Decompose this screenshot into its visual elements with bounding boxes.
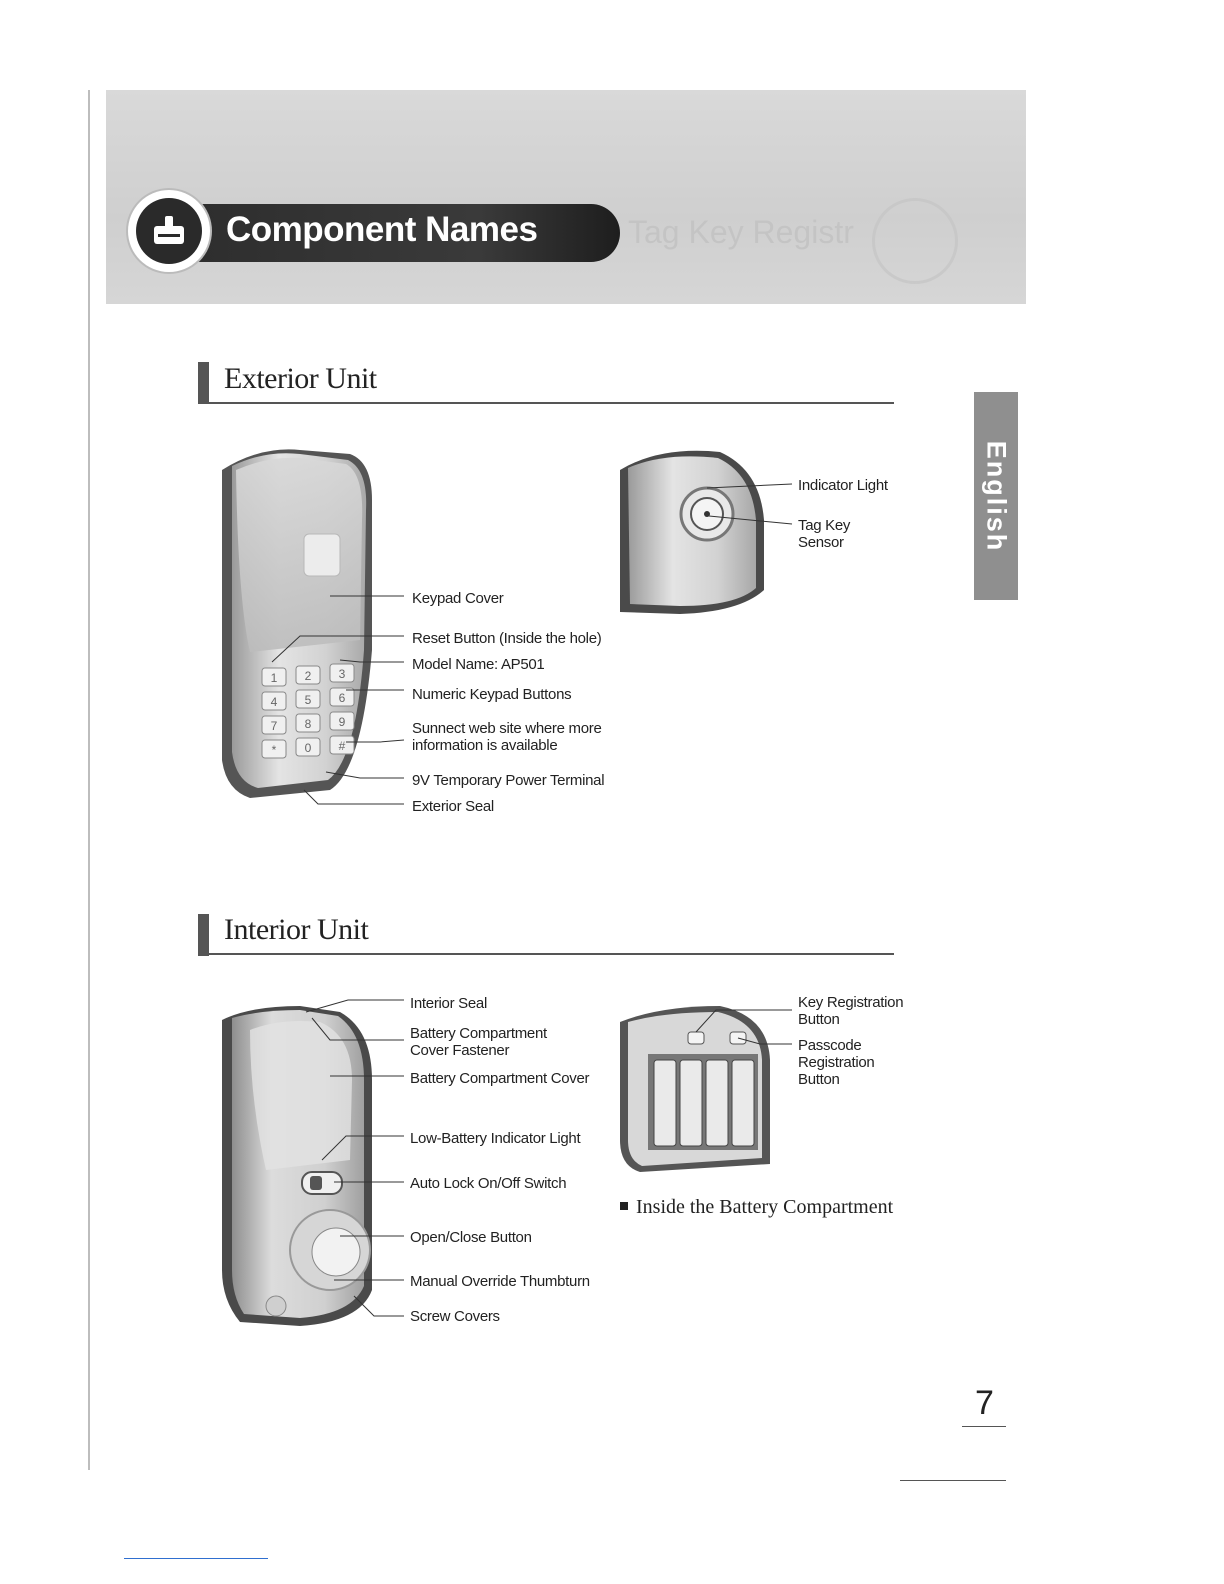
- bottom-link-rule: [124, 1558, 268, 1559]
- label-auto-lock-switch: Auto Lock On/Off Switch: [410, 1175, 567, 1192]
- label-interior-seal: Interior Seal: [410, 995, 487, 1012]
- label-website-line1: Sunnect web site where more: [412, 720, 602, 737]
- interior-section-title: Interior Unit: [224, 913, 369, 946]
- label-screw-covers: Screw Covers: [410, 1308, 500, 1325]
- keypad-key-5: 6: [338, 691, 346, 705]
- keypad-key-4: 5: [304, 693, 312, 707]
- label-9v-terminal: 9V Temporary Power Terminal: [412, 772, 605, 789]
- ghost-print-through: Tag Key Registr: [628, 214, 854, 250]
- keypad-key-2: 3: [338, 667, 346, 681]
- label-passcode-registration-line1: Passcode: [798, 1037, 862, 1054]
- footer-rule: [900, 1480, 1006, 1481]
- label-key-registration-line1: Key Registration: [798, 994, 904, 1011]
- keypad-key-0: 1: [270, 671, 278, 685]
- label-passcode-registration-line3: Button: [798, 1071, 840, 1088]
- label-model-name: Model Name: AP501: [412, 656, 545, 673]
- label-indicator-light: Indicator Light: [798, 477, 888, 494]
- keypad-key-1: 2: [304, 669, 312, 683]
- label-reset-button: Reset Button (Inside the hole): [412, 630, 602, 647]
- label-open-close-button: Open/Close Button: [410, 1229, 532, 1246]
- label-website-line2: information is available: [412, 737, 558, 754]
- keypad-key-7: 8: [304, 717, 312, 731]
- keypad-key-9: *: [271, 743, 277, 757]
- label-manual-thumbturn: Manual Override Thumbturn: [410, 1273, 590, 1290]
- label-passcode-registration-line2: Registration: [798, 1054, 875, 1071]
- language-tab-label: English: [981, 440, 1012, 552]
- label-battery-fastener-line1: Battery Compartment: [410, 1025, 547, 1042]
- page-number: 7: [975, 1384, 994, 1422]
- label-low-battery-light: Low-Battery Indicator Light: [410, 1130, 581, 1147]
- label-exterior-seal: Exterior Seal: [412, 798, 494, 815]
- bullet-square: [620, 1202, 628, 1210]
- keypad-key-11: #: [338, 739, 346, 753]
- label-sensor: Sensor: [798, 534, 844, 551]
- keypad-key-6: 7: [270, 719, 278, 733]
- keypad-key-10: 0: [304, 741, 312, 755]
- page-title: Component Names: [226, 210, 538, 249]
- battery-caption: Inside the Battery Compartment: [636, 1196, 894, 1218]
- keypad-key-3: 4: [270, 695, 278, 709]
- label-numeric-keypad: Numeric Keypad Buttons: [412, 686, 572, 703]
- page-number-rule: [962, 1426, 1006, 1427]
- keypad-key-8: 9: [338, 715, 346, 729]
- label-battery-cover: Battery Compartment Cover: [410, 1070, 590, 1087]
- label-tag-key: Tag Key: [798, 517, 851, 534]
- label-keypad-cover: Keypad Cover: [412, 590, 504, 607]
- exterior-section-title: Exterior Unit: [224, 362, 377, 395]
- label-battery-fastener-line2: Cover Fastener: [410, 1042, 510, 1059]
- label-key-registration-line2: Button: [798, 1011, 840, 1028]
